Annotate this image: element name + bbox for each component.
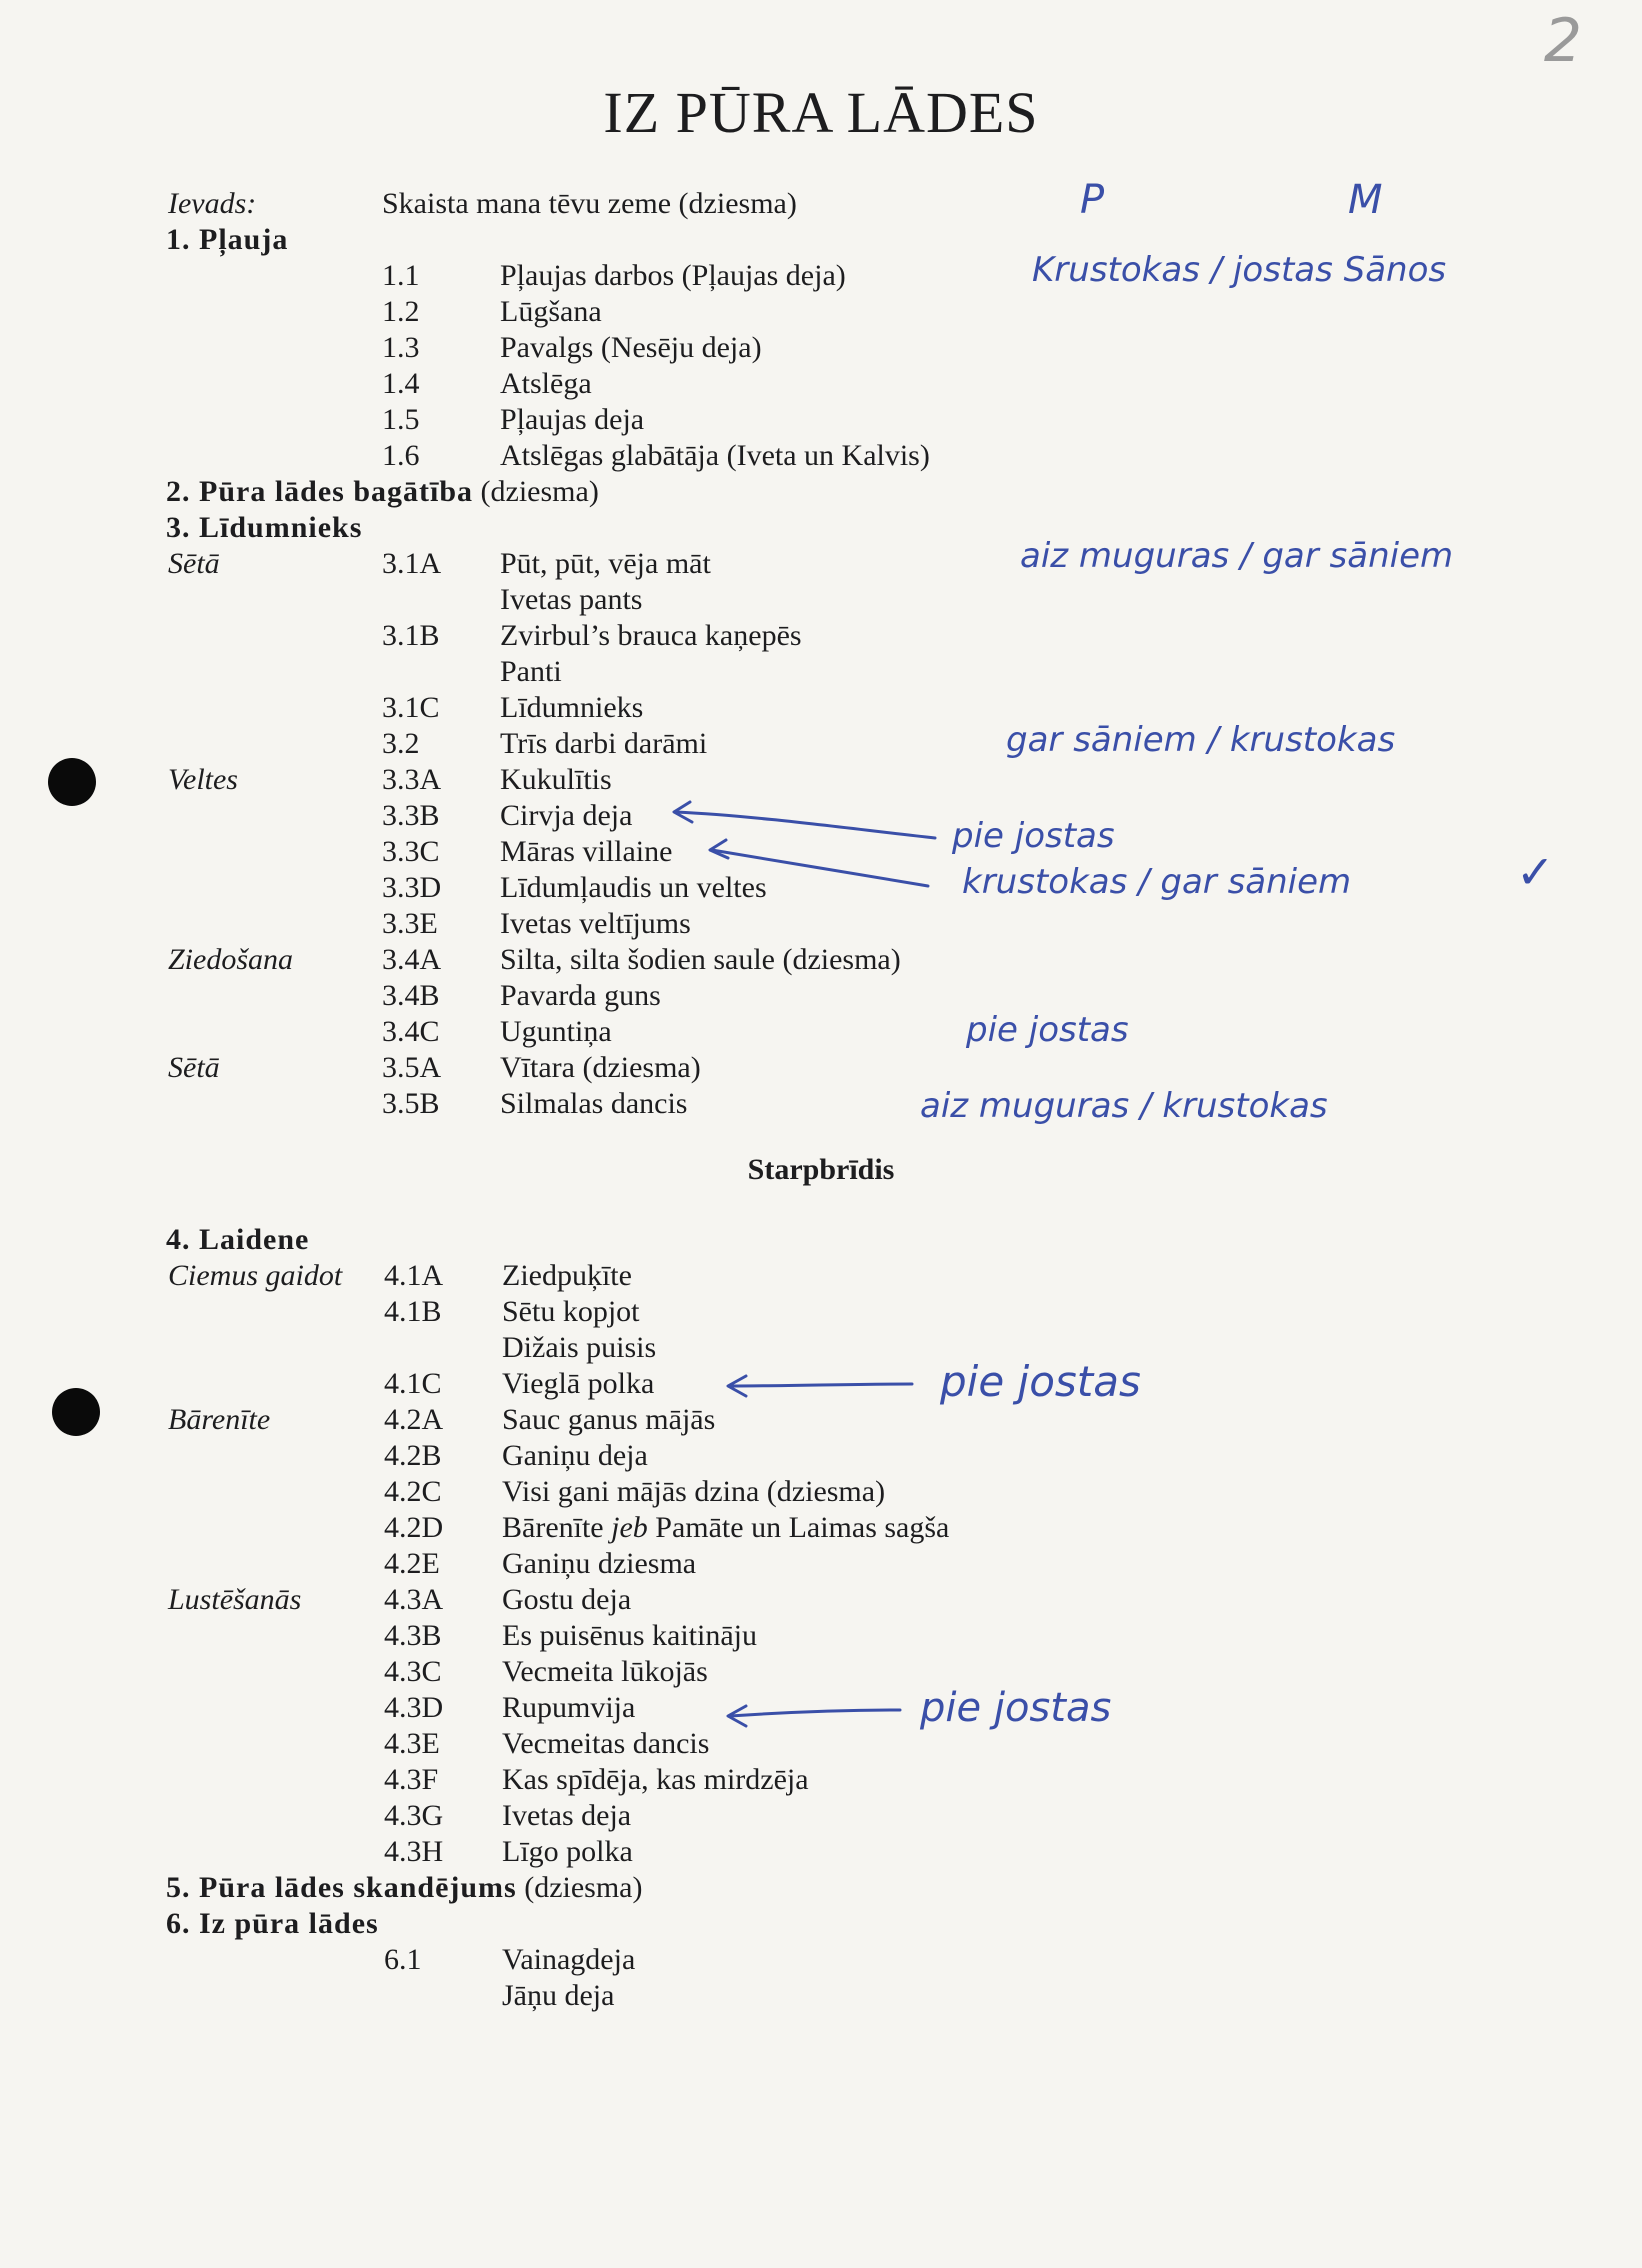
item-text: Līgo polka: [502, 1835, 633, 1868]
item-text: Atslēga: [500, 367, 592, 400]
item-number: 4.1C: [384, 1367, 442, 1400]
item-number: 1.4: [382, 367, 420, 400]
arrow-icon: [674, 802, 692, 822]
item-text-part-italic: jeb: [611, 1511, 648, 1544]
item-number: 1.1: [382, 259, 420, 292]
handwritten-note: M: [1348, 177, 1383, 223]
arrow-icon: [728, 1376, 746, 1396]
section-heading: 3. Līdumnieks: [166, 511, 363, 544]
punch-hole-top: [48, 758, 96, 806]
item-number: 3.1C: [382, 691, 440, 724]
item-number: 4.2E: [384, 1547, 440, 1580]
arrow-icon: [730, 1710, 900, 1716]
section-heading-suffix: (dziesma): [473, 475, 599, 508]
item-number: 4.3F: [384, 1763, 439, 1796]
item-text: Pļaujas darbos (Pļaujas deja): [500, 259, 846, 292]
item-text: Rupumvija: [502, 1691, 636, 1724]
item-text: Uguntiņa: [500, 1015, 612, 1048]
item-text: Sauc ganus mājās: [502, 1403, 716, 1436]
item-number: 4.3A: [384, 1583, 444, 1616]
item-text: Sētu kopjot: [502, 1295, 640, 1328]
item-number: 4.2B: [384, 1439, 442, 1472]
item-number: 6.1: [384, 1943, 422, 1976]
item-text: Dižais puisis: [502, 1331, 657, 1364]
section-heading: [166, 474, 599, 510]
group-label: Sētā: [168, 1051, 220, 1084]
item-number: 4.3E: [384, 1727, 440, 1760]
item-number: 3.4A: [382, 943, 442, 976]
item-number: 4.3B: [384, 1619, 442, 1652]
page-number: 2: [1543, 6, 1582, 76]
item-text: Pļaujas deja: [500, 403, 645, 436]
item-number: 3.1B: [382, 619, 440, 652]
item-number: 4.3C: [384, 1655, 442, 1688]
item-text: Panti: [500, 655, 562, 688]
handwritten-note: gar sāniem / krustokas: [1006, 720, 1396, 760]
item-number: 1.6: [382, 439, 420, 472]
intro-label: Ievads:: [168, 187, 257, 220]
item-number: 3.2: [382, 727, 420, 760]
item-text: Silta, silta šodien saule (dziesma): [500, 943, 901, 976]
item-number: 4.2C: [384, 1475, 442, 1508]
item-text: Ivetas pants: [500, 583, 643, 616]
intro-text: Skaista mana tēvu zeme (dziesma): [382, 187, 797, 220]
check-mark-icon: ✓: [1516, 845, 1555, 899]
item-number: 3.4B: [382, 979, 440, 1012]
handwritten-note: pie jostas: [940, 1357, 1141, 1406]
arrow-icon: [710, 840, 728, 858]
item-text-part: Bārenīte: [502, 1511, 612, 1544]
group-label: Veltes: [168, 763, 238, 796]
item-text: Vecmeita lūkojās: [502, 1655, 708, 1688]
item-number: 4.1A: [384, 1259, 444, 1292]
item-number: 1.5: [382, 403, 420, 436]
item-number: 3.3E: [382, 907, 438, 940]
section-heading-bold: 5. Pūra lādes skandējums: [166, 1871, 517, 1904]
intermission-heading: Starpbrīdis: [747, 1153, 895, 1186]
section-heading: 1. Pļauja: [166, 223, 289, 256]
arrow-icon: [730, 1384, 912, 1386]
page-title: IZ PŪRA LĀDES: [603, 80, 1039, 145]
item-text: Pūt, pūt, vēja māt: [500, 547, 711, 580]
item-number: 3.3B: [382, 799, 440, 832]
group-label: Bārenīte: [168, 1403, 271, 1436]
item-text: Kukulītis: [500, 763, 612, 796]
arrow-icon: [676, 812, 935, 838]
item-text: Ganiņu dziesma: [502, 1547, 697, 1580]
item-text: Atslēgas glabātāja (Iveta un Kalvis): [500, 439, 930, 472]
item-number: 4.1B: [384, 1295, 442, 1328]
section-heading-bold: 2. Pūra lādes bagātība: [166, 475, 474, 508]
item-text: [502, 1510, 949, 1546]
item-number: 3.5B: [382, 1087, 440, 1120]
item-text: Es puisēnus kaitināju: [502, 1619, 757, 1652]
item-text: Māras villaine: [500, 835, 673, 868]
item-number: 3.3C: [382, 835, 440, 868]
handwritten-note: aiz muguras / krustokas: [920, 1086, 1328, 1126]
group-label: Ziedošana: [168, 943, 294, 976]
item-text: Ganiņu deja: [502, 1439, 648, 1472]
item-number: 4.3H: [384, 1835, 444, 1868]
item-text: Silmalas dancis: [500, 1087, 688, 1120]
item-text: Trīs darbi darāmi: [500, 727, 708, 760]
item-text: Līdumnieks: [500, 691, 644, 724]
section-heading: 4. Laidene: [166, 1223, 310, 1256]
item-number: 3.5A: [382, 1051, 442, 1084]
group-label: Ciemus gaidot: [168, 1259, 343, 1292]
item-text: Vītara (dziesma): [500, 1051, 701, 1084]
item-text: Ivetas deja: [502, 1799, 632, 1832]
group-label: Lustēšanās: [168, 1583, 302, 1616]
item-text: Vainagdeja: [502, 1943, 636, 1976]
handwritten-note: pie jostas: [920, 1685, 1112, 1731]
item-text: Cirvja deja: [500, 799, 633, 832]
item-number: 4.3G: [384, 1799, 444, 1832]
item-text: Pavalgs (Nesēju deja): [500, 331, 762, 364]
handwritten-note: pie jostas: [952, 816, 1115, 856]
item-number: 3.3A: [382, 763, 442, 796]
group-label: Sētā: [168, 547, 220, 580]
item-text: Gostu deja: [502, 1583, 632, 1616]
handwritten-note: P: [1080, 177, 1105, 223]
section-heading: 6. Iz pūra lādes: [166, 1907, 379, 1940]
item-text: Līdumļaudis un veltes: [500, 871, 767, 904]
item-number: 3.1A: [382, 547, 442, 580]
item-text: Vieglā polka: [502, 1367, 655, 1400]
section-heading: [166, 1870, 643, 1906]
section-heading-suffix: (dziesma): [516, 1871, 643, 1904]
item-text: Jāņu deja: [502, 1979, 615, 2012]
item-number: 4.2A: [384, 1403, 444, 1436]
arrow-icon: [728, 1706, 746, 1726]
item-number: 4.3D: [384, 1691, 444, 1724]
handwritten-note: krustokas / gar sāniem: [962, 862, 1352, 902]
item-text-part: Pamāte un Laimas sagša: [647, 1511, 950, 1544]
item-text: Ziedpuķīte: [502, 1259, 632, 1292]
item-text: Ivetas veltījums: [500, 907, 691, 940]
item-number: 4.2D: [384, 1511, 444, 1544]
item-text: Kas spīdēja, kas mirdzēja: [502, 1763, 809, 1796]
item-text: Visi gani mājās dzina (dziesma): [502, 1475, 886, 1508]
item-text: Pavarda guns: [500, 979, 661, 1012]
item-number: 3.4C: [382, 1015, 440, 1048]
item-text: Vecmeitas dancis: [502, 1727, 710, 1760]
item-number: 3.3D: [382, 871, 442, 904]
item-number: 1.3: [382, 331, 420, 364]
handwritten-note: aiz muguras / gar sāniem: [1020, 536, 1454, 576]
item-text: Zvirbul’s brauca kaņepēs: [500, 619, 802, 652]
handwritten-note: Krustokas / jostas Sānos: [1032, 250, 1447, 290]
item-number: 1.2: [382, 295, 420, 328]
item-text: Lūgšana: [500, 295, 602, 328]
punch-hole-bottom: [52, 1388, 100, 1436]
handwritten-note: pie jostas: [966, 1010, 1129, 1050]
